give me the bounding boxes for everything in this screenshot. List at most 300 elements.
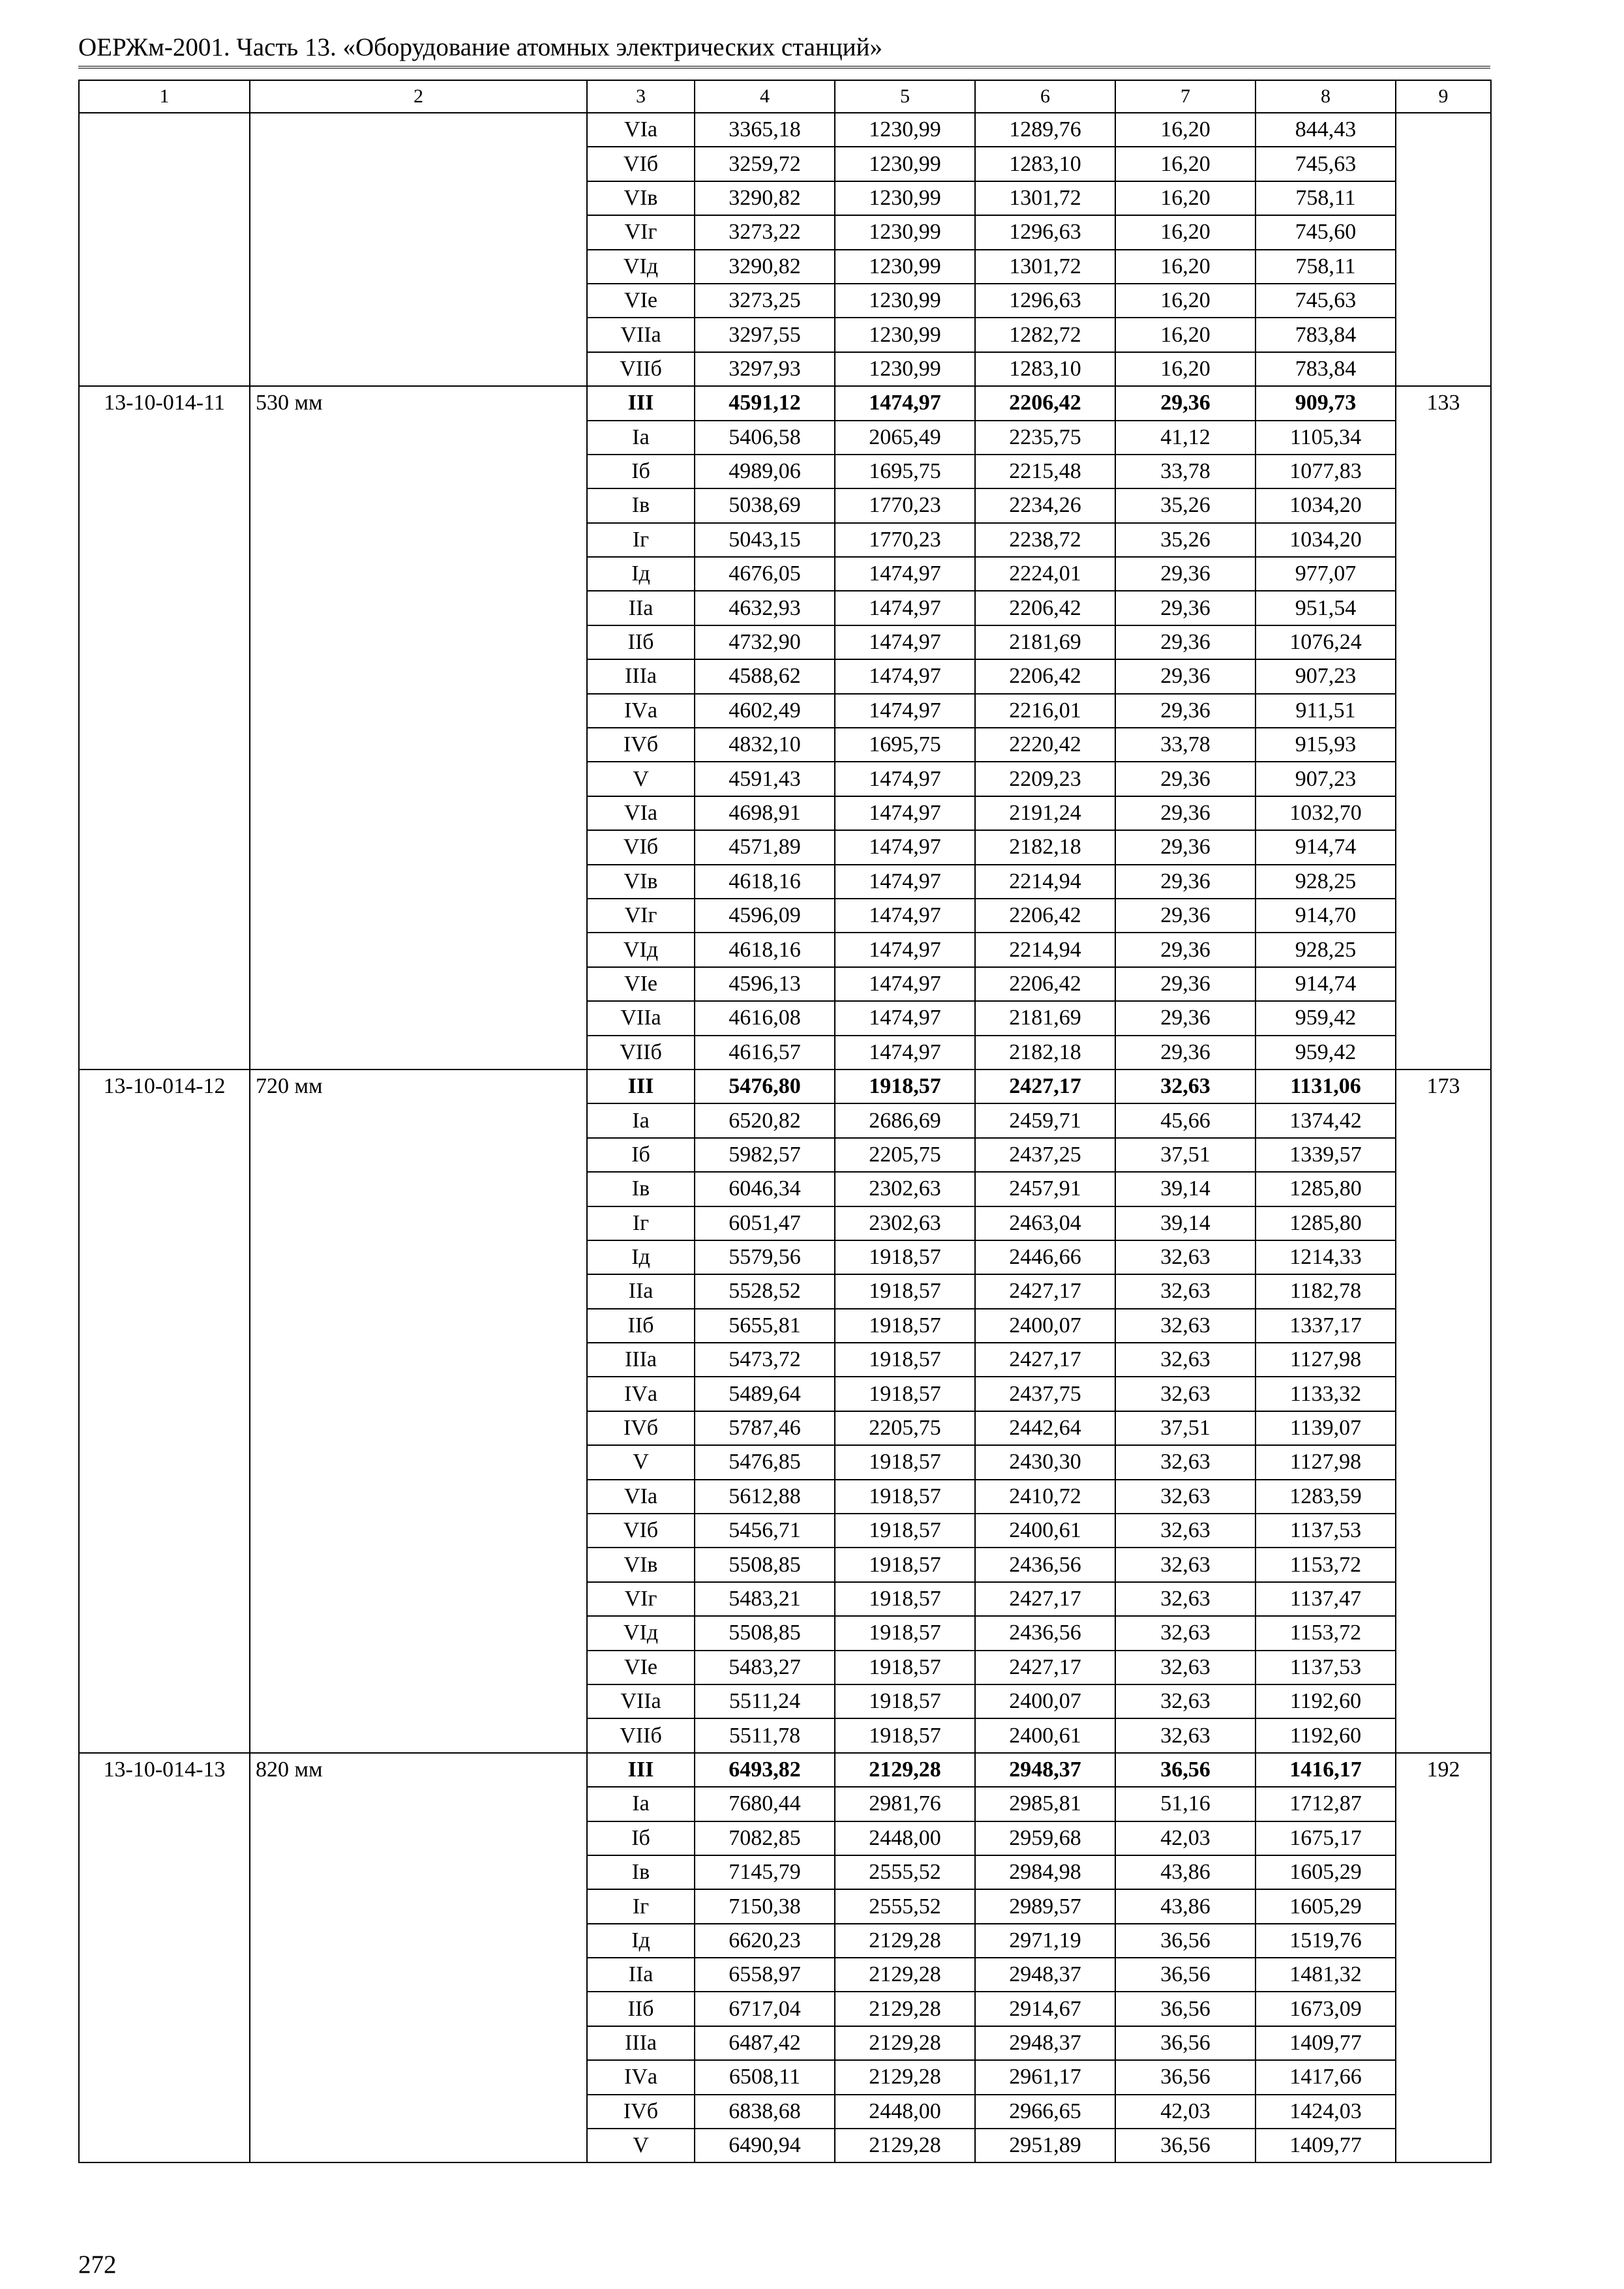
value-cell: 1301,72 bbox=[975, 250, 1115, 284]
value-cell: 43,86 bbox=[1115, 1889, 1256, 1923]
value-cell: 1409,77 bbox=[1256, 2026, 1396, 2060]
value-cell: 4698,91 bbox=[695, 796, 835, 830]
value-cell: 1474,97 bbox=[835, 762, 975, 796]
value-cell: 32,63 bbox=[1115, 1309, 1256, 1343]
value-cell: 5483,27 bbox=[695, 1651, 835, 1684]
variant-cell: VIе bbox=[587, 967, 695, 1001]
value-cell: 2216,01 bbox=[975, 694, 1115, 728]
value-cell: 2457,91 bbox=[975, 1172, 1115, 1206]
value-cell: 2427,17 bbox=[975, 1343, 1115, 1377]
value-cell: 7145,79 bbox=[695, 1855, 835, 1889]
value-cell: 1139,07 bbox=[1256, 1411, 1396, 1445]
variant-cell: V bbox=[587, 2129, 695, 2162]
code-cell: 13-10-014-13 bbox=[79, 1753, 250, 2163]
value-cell: 1337,17 bbox=[1256, 1309, 1396, 1343]
value-cell: 2206,42 bbox=[975, 899, 1115, 933]
variant-cell: Iв bbox=[587, 1855, 695, 1889]
value-cell: 2442,64 bbox=[975, 1411, 1115, 1445]
value-cell: 1032,70 bbox=[1256, 796, 1396, 830]
variant-cell: VIе bbox=[587, 284, 695, 318]
variant-cell: IIа bbox=[587, 1958, 695, 1992]
value-cell: 29,36 bbox=[1115, 625, 1256, 659]
variant-cell: VIа bbox=[587, 1480, 695, 1514]
table-row bbox=[79, 386, 1491, 420]
value-cell: 844,43 bbox=[1256, 113, 1396, 147]
value-cell: 5456,71 bbox=[695, 1514, 835, 1548]
value-cell: 1474,97 bbox=[835, 933, 975, 966]
qty-cell: 192 bbox=[1396, 1753, 1491, 2163]
value-cell: 3290,82 bbox=[695, 181, 835, 215]
variant-cell: IVа bbox=[587, 2060, 695, 2094]
value-cell: 1230,99 bbox=[835, 352, 975, 386]
variant-cell: Iг bbox=[587, 523, 695, 557]
variant-cell: VIг bbox=[587, 215, 695, 249]
variant-cell: IIб bbox=[587, 1309, 695, 1343]
value-cell: 1918,57 bbox=[835, 1377, 975, 1411]
value-cell: 1230,99 bbox=[835, 284, 975, 318]
value-cell: 2214,94 bbox=[975, 933, 1115, 966]
value-cell: 1695,75 bbox=[835, 728, 975, 762]
table-body bbox=[79, 80, 1491, 2162]
value-cell: 5473,72 bbox=[695, 1343, 835, 1377]
value-cell: 5655,81 bbox=[695, 1309, 835, 1343]
value-cell: 977,07 bbox=[1256, 557, 1396, 591]
value-cell: 2437,25 bbox=[975, 1138, 1115, 1172]
variant-cell: VIг bbox=[587, 1582, 695, 1616]
value-cell: 2129,28 bbox=[835, 1924, 975, 1958]
value-cell: 907,23 bbox=[1256, 762, 1396, 796]
value-cell: 745,60 bbox=[1256, 215, 1396, 249]
value-cell: 1192,60 bbox=[1256, 1718, 1396, 1752]
value-cell: 5511,24 bbox=[695, 1684, 835, 1718]
value-cell: 1474,97 bbox=[835, 386, 975, 420]
value-cell: 1770,23 bbox=[835, 488, 975, 522]
variant-cell: Iг bbox=[587, 1206, 695, 1240]
value-cell: 2181,69 bbox=[975, 1001, 1115, 1035]
value-cell: 41,12 bbox=[1115, 421, 1256, 455]
value-cell: 745,63 bbox=[1256, 284, 1396, 318]
value-cell: 1712,87 bbox=[1256, 1787, 1396, 1821]
value-cell: 3297,93 bbox=[695, 352, 835, 386]
variant-cell: Iб bbox=[587, 455, 695, 488]
table-row bbox=[79, 1070, 1491, 1103]
value-cell: 6051,47 bbox=[695, 1206, 835, 1240]
value-cell: 1918,57 bbox=[835, 1274, 975, 1308]
value-cell: 32,63 bbox=[1115, 1377, 1256, 1411]
value-cell: 2951,89 bbox=[975, 2129, 1115, 2162]
value-cell: 2985,81 bbox=[975, 1787, 1115, 1821]
value-cell: 1230,99 bbox=[835, 318, 975, 352]
value-cell: 1182,78 bbox=[1256, 1274, 1396, 1308]
value-cell: 1474,97 bbox=[835, 830, 975, 864]
value-cell: 29,36 bbox=[1115, 933, 1256, 966]
value-cell: 1474,97 bbox=[835, 659, 975, 693]
variant-cell: IVб bbox=[587, 2095, 695, 2129]
value-cell: 36,56 bbox=[1115, 1924, 1256, 1958]
variant-cell: IVа bbox=[587, 694, 695, 728]
value-cell: 1296,63 bbox=[975, 284, 1115, 318]
value-cell: 2215,48 bbox=[975, 455, 1115, 488]
value-cell: 4616,57 bbox=[695, 1036, 835, 1070]
value-cell: 3259,72 bbox=[695, 147, 835, 181]
value-cell: 39,14 bbox=[1115, 1172, 1256, 1206]
table-row bbox=[79, 1753, 1491, 1787]
value-cell: 2205,75 bbox=[835, 1138, 975, 1172]
variant-cell: Iб bbox=[587, 1138, 695, 1172]
value-cell: 1339,57 bbox=[1256, 1138, 1396, 1172]
value-cell: 4732,90 bbox=[695, 625, 835, 659]
variant-cell: Iд bbox=[587, 557, 695, 591]
value-cell: 29,36 bbox=[1115, 899, 1256, 933]
value-cell: 1770,23 bbox=[835, 523, 975, 557]
column-header-row bbox=[79, 80, 1491, 113]
value-cell: 2427,17 bbox=[975, 1582, 1115, 1616]
value-cell: 3365,18 bbox=[695, 113, 835, 147]
value-cell: 2206,42 bbox=[975, 659, 1115, 693]
value-cell: 959,42 bbox=[1256, 1036, 1396, 1070]
variant-cell: Iд bbox=[587, 1240, 695, 1274]
value-cell: 1918,57 bbox=[835, 1070, 975, 1103]
value-cell: 29,36 bbox=[1115, 967, 1256, 1001]
variant-cell: VIд bbox=[587, 250, 695, 284]
value-cell: 2459,71 bbox=[975, 1103, 1115, 1137]
variant-cell: VIа bbox=[587, 796, 695, 830]
value-cell: 1076,24 bbox=[1256, 625, 1396, 659]
value-cell: 911,51 bbox=[1256, 694, 1396, 728]
value-cell: 2206,42 bbox=[975, 591, 1115, 625]
value-cell: 1230,99 bbox=[835, 147, 975, 181]
value-cell: 1230,99 bbox=[835, 113, 975, 147]
variant-cell: III bbox=[587, 1070, 695, 1103]
variant-cell: VIг bbox=[587, 899, 695, 933]
value-cell: 32,63 bbox=[1115, 1651, 1256, 1684]
variant-cell: VIв bbox=[587, 181, 695, 215]
value-cell: 1416,17 bbox=[1256, 1753, 1396, 1787]
variant-cell: VIIб bbox=[587, 352, 695, 386]
value-cell: 783,84 bbox=[1256, 318, 1396, 352]
value-cell: 1673,09 bbox=[1256, 1992, 1396, 2026]
page-header: ОЕРЖм-2001. Часть 13. «Оборудование атомных электрических станций» bbox=[78, 34, 1490, 68]
value-cell: 6558,97 bbox=[695, 1958, 835, 1992]
value-cell: 1918,57 bbox=[835, 1718, 975, 1752]
value-cell: 2234,26 bbox=[975, 488, 1115, 522]
value-cell: 1675,17 bbox=[1256, 1821, 1396, 1855]
value-cell: 29,36 bbox=[1115, 830, 1256, 864]
column-header: 2 bbox=[250, 80, 587, 113]
value-cell: 29,36 bbox=[1115, 694, 1256, 728]
value-cell: 928,25 bbox=[1256, 865, 1396, 899]
value-cell: 5043,15 bbox=[695, 523, 835, 557]
column-header: 7 bbox=[1115, 80, 1256, 113]
value-cell: 1214,33 bbox=[1256, 1240, 1396, 1274]
value-cell: 1474,97 bbox=[835, 796, 975, 830]
value-cell: 2182,18 bbox=[975, 1036, 1115, 1070]
variant-cell: V bbox=[587, 1445, 695, 1479]
variant-cell: V bbox=[587, 762, 695, 796]
value-cell: 1034,20 bbox=[1256, 523, 1396, 557]
value-cell: 2400,07 bbox=[975, 1684, 1115, 1718]
value-cell: 951,54 bbox=[1256, 591, 1396, 625]
value-cell: 2427,17 bbox=[975, 1274, 1115, 1308]
variant-cell: VIа bbox=[587, 113, 695, 147]
value-cell: 1230,99 bbox=[835, 250, 975, 284]
code-cell: 13-10-014-11 bbox=[79, 386, 250, 1070]
value-cell: 2206,42 bbox=[975, 386, 1115, 420]
value-cell: 2427,17 bbox=[975, 1651, 1115, 1684]
value-cell: 29,36 bbox=[1115, 865, 1256, 899]
value-cell: 1301,72 bbox=[975, 181, 1115, 215]
value-cell: 45,66 bbox=[1115, 1103, 1256, 1137]
value-cell: 36,56 bbox=[1115, 2026, 1256, 2060]
value-cell: 907,23 bbox=[1256, 659, 1396, 693]
value-cell: 29,36 bbox=[1115, 1001, 1256, 1035]
value-cell: 2214,94 bbox=[975, 865, 1115, 899]
value-cell: 6046,34 bbox=[695, 1172, 835, 1206]
value-cell: 1918,57 bbox=[835, 1684, 975, 1718]
value-cell: 2948,37 bbox=[975, 1958, 1115, 1992]
value-cell: 783,84 bbox=[1256, 352, 1396, 386]
value-cell: 16,20 bbox=[1115, 181, 1256, 215]
value-cell: 2437,75 bbox=[975, 1377, 1115, 1411]
value-cell: 32,63 bbox=[1115, 1684, 1256, 1718]
value-cell: 32,63 bbox=[1115, 1718, 1256, 1752]
value-cell: 2209,23 bbox=[975, 762, 1115, 796]
value-cell: 32,63 bbox=[1115, 1240, 1256, 1274]
value-cell: 2981,76 bbox=[835, 1787, 975, 1821]
value-cell: 1282,72 bbox=[975, 318, 1115, 352]
value-cell: 4618,16 bbox=[695, 933, 835, 966]
value-cell: 2555,52 bbox=[835, 1855, 975, 1889]
variant-cell: Iв bbox=[587, 1172, 695, 1206]
variant-cell: VIб bbox=[587, 830, 695, 864]
unit-cell: 530 мм bbox=[250, 386, 587, 1070]
value-cell: 16,20 bbox=[1115, 250, 1256, 284]
value-cell: 16,20 bbox=[1115, 352, 1256, 386]
variant-cell: IIб bbox=[587, 1992, 695, 2026]
value-cell: 2205,75 bbox=[835, 1411, 975, 1445]
variant-cell: Iв bbox=[587, 488, 695, 522]
value-cell: 2238,72 bbox=[975, 523, 1115, 557]
value-cell: 1409,77 bbox=[1256, 2129, 1396, 2162]
value-cell: 1695,75 bbox=[835, 455, 975, 488]
value-cell: 5489,64 bbox=[695, 1377, 835, 1411]
value-cell: 16,20 bbox=[1115, 215, 1256, 249]
value-cell: 2427,17 bbox=[975, 1070, 1115, 1103]
value-cell: 1417,66 bbox=[1256, 2060, 1396, 2094]
value-cell: 6520,82 bbox=[695, 1103, 835, 1137]
value-cell: 1918,57 bbox=[835, 1548, 975, 1581]
value-cell: 29,36 bbox=[1115, 386, 1256, 420]
value-cell: 4676,05 bbox=[695, 557, 835, 591]
value-cell: 1131,06 bbox=[1256, 1070, 1396, 1103]
value-cell: 1918,57 bbox=[835, 1616, 975, 1650]
value-cell: 6508,11 bbox=[695, 2060, 835, 2094]
value-cell: 4602,49 bbox=[695, 694, 835, 728]
value-cell: 2400,61 bbox=[975, 1514, 1115, 1548]
value-cell: 2966,65 bbox=[975, 2095, 1115, 2129]
value-cell: 32,63 bbox=[1115, 1480, 1256, 1514]
value-cell: 5476,85 bbox=[695, 1445, 835, 1479]
value-cell: 1077,83 bbox=[1256, 455, 1396, 488]
value-cell: 43,86 bbox=[1115, 1855, 1256, 1889]
value-cell: 2191,24 bbox=[975, 796, 1115, 830]
value-cell: 37,51 bbox=[1115, 1138, 1256, 1172]
value-cell: 1918,57 bbox=[835, 1309, 975, 1343]
variant-cell: Iа bbox=[587, 1787, 695, 1821]
price-table bbox=[78, 80, 1492, 2163]
value-cell: 32,63 bbox=[1115, 1343, 1256, 1377]
value-cell: 1296,63 bbox=[975, 215, 1115, 249]
variant-cell: VIд bbox=[587, 1616, 695, 1650]
value-cell: 6717,04 bbox=[695, 1992, 835, 2026]
value-cell: 1137,47 bbox=[1256, 1582, 1396, 1616]
value-cell: 2448,00 bbox=[835, 2095, 975, 2129]
value-cell: 5476,80 bbox=[695, 1070, 835, 1103]
column-header: 5 bbox=[835, 80, 975, 113]
variant-cell: VIIб bbox=[587, 1718, 695, 1752]
value-cell: 36,56 bbox=[1115, 1753, 1256, 1787]
value-cell: 2129,28 bbox=[835, 1958, 975, 1992]
value-cell: 32,63 bbox=[1115, 1548, 1256, 1581]
column-header: 6 bbox=[975, 80, 1115, 113]
value-cell: 42,03 bbox=[1115, 2095, 1256, 2129]
value-cell: 35,26 bbox=[1115, 523, 1256, 557]
variant-cell: VIIа bbox=[587, 1684, 695, 1718]
value-cell: 1283,10 bbox=[975, 147, 1115, 181]
value-cell: 2129,28 bbox=[835, 2026, 975, 2060]
value-cell: 1289,76 bbox=[975, 113, 1115, 147]
value-cell: 1105,34 bbox=[1256, 421, 1396, 455]
value-cell: 2971,19 bbox=[975, 1924, 1115, 1958]
variant-cell: VIв bbox=[587, 865, 695, 899]
value-cell: 29,36 bbox=[1115, 1036, 1256, 1070]
value-cell: 2224,01 bbox=[975, 557, 1115, 591]
variant-cell: VIе bbox=[587, 1651, 695, 1684]
value-cell: 2989,57 bbox=[975, 1889, 1115, 1923]
value-cell: 4596,09 bbox=[695, 899, 835, 933]
value-cell: 2948,37 bbox=[975, 2026, 1115, 2060]
value-cell: 1137,53 bbox=[1256, 1651, 1396, 1684]
variant-cell: VIб bbox=[587, 1514, 695, 1548]
value-cell: 1481,32 bbox=[1256, 1958, 1396, 1992]
value-cell: 2959,68 bbox=[975, 1821, 1115, 1855]
value-cell: 1474,97 bbox=[835, 591, 975, 625]
value-cell: 16,20 bbox=[1115, 318, 1256, 352]
value-cell: 6620,23 bbox=[695, 1924, 835, 1958]
variant-cell: IIа bbox=[587, 591, 695, 625]
value-cell: 2410,72 bbox=[975, 1480, 1115, 1514]
value-cell: 1918,57 bbox=[835, 1240, 975, 1274]
value-cell: 914,74 bbox=[1256, 967, 1396, 1001]
qty-cell bbox=[1396, 113, 1491, 386]
value-cell: 5528,52 bbox=[695, 1274, 835, 1308]
value-cell: 2220,42 bbox=[975, 728, 1115, 762]
value-cell: 7150,38 bbox=[695, 1889, 835, 1923]
value-cell: 1918,57 bbox=[835, 1343, 975, 1377]
value-cell: 1605,29 bbox=[1256, 1855, 1396, 1889]
variant-cell: IIа bbox=[587, 1274, 695, 1308]
value-cell: 36,56 bbox=[1115, 2129, 1256, 2162]
value-cell: 5612,88 bbox=[695, 1480, 835, 1514]
value-cell: 1127,98 bbox=[1256, 1445, 1396, 1479]
value-cell: 33,78 bbox=[1115, 455, 1256, 488]
value-cell: 1285,80 bbox=[1256, 1172, 1396, 1206]
variant-cell: VIв bbox=[587, 1548, 695, 1581]
value-cell: 32,63 bbox=[1115, 1616, 1256, 1650]
value-cell: 2436,56 bbox=[975, 1548, 1115, 1581]
variant-cell: VIб bbox=[587, 147, 695, 181]
value-cell: 1230,99 bbox=[835, 215, 975, 249]
value-cell: 29,36 bbox=[1115, 557, 1256, 591]
value-cell: 51,16 bbox=[1115, 1787, 1256, 1821]
value-cell: 1230,99 bbox=[835, 181, 975, 215]
value-cell: 959,42 bbox=[1256, 1001, 1396, 1035]
value-cell: 2182,18 bbox=[975, 830, 1115, 864]
unit-cell: 820 мм bbox=[250, 1753, 587, 2163]
value-cell: 4571,89 bbox=[695, 830, 835, 864]
value-cell: 745,63 bbox=[1256, 147, 1396, 181]
variant-cell: IIIа bbox=[587, 2026, 695, 2060]
variant-cell: VIIб bbox=[587, 1036, 695, 1070]
value-cell: 4618,16 bbox=[695, 865, 835, 899]
table-row bbox=[79, 113, 1491, 147]
value-cell: 2984,98 bbox=[975, 1855, 1115, 1889]
value-cell: 3273,25 bbox=[695, 284, 835, 318]
value-cell: 1285,80 bbox=[1256, 1206, 1396, 1240]
value-cell: 6493,82 bbox=[695, 1753, 835, 1787]
value-cell: 36,56 bbox=[1115, 1992, 1256, 2026]
code-cell: 13-10-014-12 bbox=[79, 1070, 250, 1753]
value-cell: 4989,06 bbox=[695, 455, 835, 488]
variant-cell: III bbox=[587, 386, 695, 420]
value-cell: 1474,97 bbox=[835, 625, 975, 659]
variant-cell: IIб bbox=[587, 625, 695, 659]
value-cell: 7082,85 bbox=[695, 1821, 835, 1855]
value-cell: 5508,85 bbox=[695, 1548, 835, 1581]
variant-cell: IVб bbox=[587, 728, 695, 762]
unit-cell bbox=[250, 113, 587, 386]
value-cell: 2129,28 bbox=[835, 2129, 975, 2162]
value-cell: 2129,28 bbox=[835, 1992, 975, 2026]
value-cell: 2948,37 bbox=[975, 1753, 1115, 1787]
value-cell: 4616,08 bbox=[695, 1001, 835, 1035]
value-cell: 2430,30 bbox=[975, 1445, 1115, 1479]
value-cell: 5483,21 bbox=[695, 1582, 835, 1616]
value-cell: 1153,72 bbox=[1256, 1616, 1396, 1650]
value-cell: 16,20 bbox=[1115, 284, 1256, 318]
value-cell: 39,14 bbox=[1115, 1206, 1256, 1240]
variant-cell: IVа bbox=[587, 1377, 695, 1411]
value-cell: 1374,42 bbox=[1256, 1103, 1396, 1137]
value-cell: 2436,56 bbox=[975, 1616, 1115, 1650]
value-cell: 1034,20 bbox=[1256, 488, 1396, 522]
code-cell bbox=[79, 113, 250, 386]
value-cell: 3290,82 bbox=[695, 250, 835, 284]
value-cell: 2448,00 bbox=[835, 1821, 975, 1855]
value-cell: 1283,59 bbox=[1256, 1480, 1396, 1514]
variant-cell: IIIа bbox=[587, 1343, 695, 1377]
value-cell: 32,63 bbox=[1115, 1070, 1256, 1103]
value-cell: 1127,98 bbox=[1256, 1343, 1396, 1377]
value-cell: 3297,55 bbox=[695, 318, 835, 352]
value-cell: 1918,57 bbox=[835, 1582, 975, 1616]
value-cell: 29,36 bbox=[1115, 796, 1256, 830]
value-cell: 2400,61 bbox=[975, 1718, 1115, 1752]
value-cell: 914,74 bbox=[1256, 830, 1396, 864]
value-cell: 4588,62 bbox=[695, 659, 835, 693]
value-cell: 758,11 bbox=[1256, 181, 1396, 215]
value-cell: 16,20 bbox=[1115, 113, 1256, 147]
